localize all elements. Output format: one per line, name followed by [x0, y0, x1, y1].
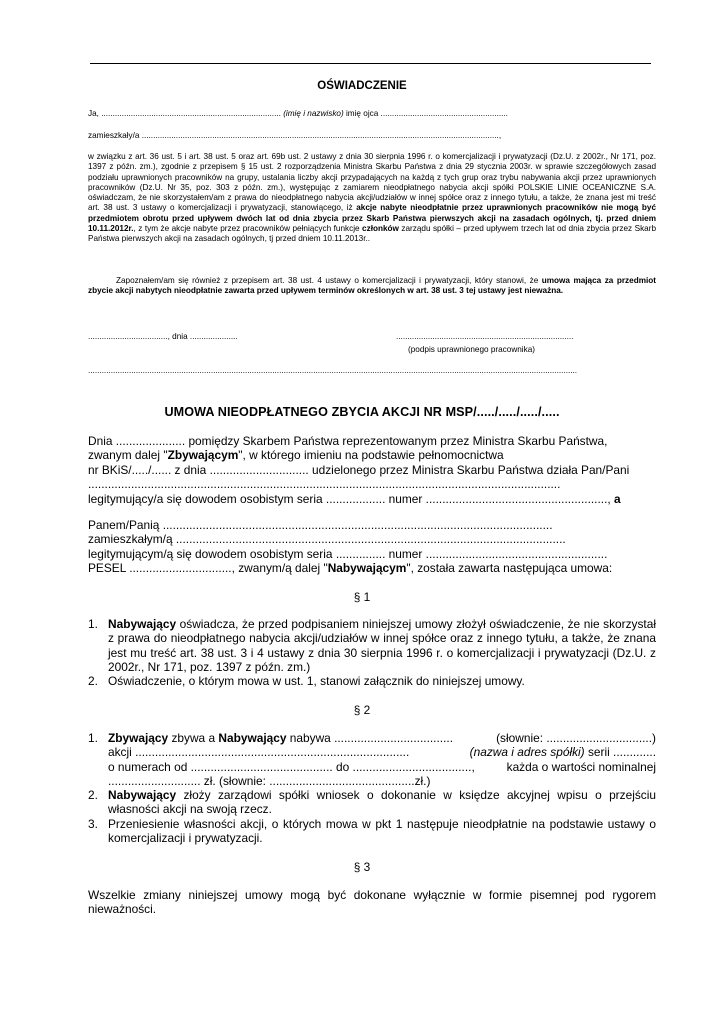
- text-run: , z tym że akcje nabyte przez pracowników pełniących funkcje: [133, 224, 363, 234]
- section-1-heading: § 1: [353, 590, 371, 604]
- declaration-paragraph-1: [88, 152, 656, 245]
- contract-title: UMOWA NIEODPŁATNEGO ZBYCIA AKCJI NR MSP/...../...../...../.....: [164, 405, 560, 419]
- section-2-item-2: [88, 788, 656, 818]
- intro-line-5: legitymujący/a się dowodem osobistym seria .................. numer ......................................................., a: [88, 491, 621, 506]
- item-text: oświadcza, że przed podpisaniem niniejszej umowy złożył oświadczenie, że nie skorzystał z prawa do nieodpłatnego nabycia akcji/udziałów w innej spółce oraz z innego tytułu, a także, że znana jest mu treść art. 38 ust. 3 i 4 ustawy z dnia 30 sierpnia 1996 r. o komercjalizacji i prywatyzacji (Dz.U. z 2002r., Nr 171, poz. 1397 z późn. zm.): [108, 617, 656, 675]
- intro-line-2: [88, 448, 656, 462]
- declaration-address-line: zamieszkały/a .............................................................................................................................................................,: [88, 131, 502, 140]
- section-1-item-2: [88, 674, 656, 689]
- buyer-id-line: legitymującym/ą się dowodem osobistym seria ............... numer .......................................................: [88, 546, 608, 561]
- name-caption: (imię i nazwisko): [283, 109, 344, 118]
- section-2-heading: § 2: [353, 703, 371, 717]
- item-number: 3.: [88, 817, 98, 831]
- declaration-title: OŚWIADCZENIE: [317, 80, 407, 92]
- bold-text-run: umowa mająca za przedmiot zbycie akcji nabytych nieodpłatnie zawarta przed upływem terminów określonych w art. 38 ust. 3 tej ustawy jest nieważna.: [88, 276, 656, 296]
- declaration-paragraph-2: [88, 276, 656, 297]
- item-number: 1.: [88, 617, 98, 631]
- separator-line: .......................................................................................................................................................................................................................: [88, 366, 578, 375]
- item-number: 1.: [88, 731, 98, 745]
- intro-line-3: [88, 463, 656, 477]
- section-3-text: Wszelkie zmiany niniejszej umowy mogą być dokonane wyłącznie w formie pisemnej pod rygorem nieważności.: [88, 888, 656, 917]
- declaration-name-line: [88, 109, 508, 119]
- bold-text-run: członków: [362, 224, 399, 234]
- section-2-item-1: [88, 731, 656, 789]
- bold-text-run: akcje nabyte nieodpłatnie przez uprawnionych pracowników nie mogą być przedmiotem obrotu przed upływem dwóch lat od dnia zbycia przez Skarb Państwa pierwszych akcji na zasadach ogólnych, tj. przed dniem 10.11.2012r.: [88, 203, 656, 234]
- section-2-item-3: [88, 817, 656, 847]
- and-term: a: [610, 491, 621, 506]
- item-body: Zbywający zbywa a Nabywający nabywa .................................... (słownie: ................................) akcji ................................................................................... (nazwa i adres spółki) serii ............. o numerach od ........................................... do ...................................., każda o wartości nominalnej ............................ zł. (słownie: ............................................zł.): [108, 731, 656, 789]
- text-run: Zapoznałem/am się również z przepisem art. 38 ust. 4 ustawy o komercjalizacji i prywatyzacji, który stanowi, że: [116, 276, 542, 285]
- seller-term: Zbywającym: [167, 448, 239, 463]
- intro-line-4: ...............................................................................................................................................: [88, 477, 561, 492]
- intro-line-1: [88, 434, 656, 448]
- top-rule: [90, 63, 651, 64]
- buyer-details: [88, 518, 656, 576]
- buyer-pesel-line: PESEL ..............................., zwanym/ą dalej "Nabywającym", została zawarta następująca umowa:: [88, 561, 613, 576]
- section-3-heading: § 3: [353, 860, 371, 874]
- item-text: Oświadczenie, o którym mowa w ust. 1, stanowi załącznik do niniejszej umowy.: [108, 674, 525, 688]
- item-number: 2.: [88, 788, 98, 802]
- buyer-term: Nabywający: [108, 617, 177, 631]
- item-text: złoży zarządowi spółki wniosek o dokonanie w księdze akcyjnej wpisu o przejściu własności akcji na swoją rzecz.: [108, 788, 656, 817]
- contract-intro: [88, 434, 656, 506]
- intro-text-2: zwanym dalej "Zbywającym", w którego imieniu na podstawie pełnomocnictwa: [88, 448, 504, 463]
- father-name-blank: imię ojca ........................................................: [343, 109, 508, 118]
- item-text: Przeniesienie własności akcji, o których mowa w pkt 1 następuje nieodpłatnie na podstawie ustawy o komercjalizacji i prywatyzacji.: [108, 817, 656, 846]
- text-run: w związku z art. 36 ust. 5 i art. 38 ust. 5 oraz art. 69b ust. 2 ustawy z dnia 30 sierpnia 1996 r. o komercjalizacji i prywatyzacji (Dz.U. z 2002r., Nr 171, poz. 1397 z późn. zm.), zgodnie z przepisem § 15 ust. 2 rozporządzenia Ministra Skarbu Państwa z dnia 29 stycznia 2003r. w sprawie szczegółowych zasad podziału uprawnionych pracowników na grupy, ustalania liczby akcji przypadających na każdą z tych grup oraz trybu nabywania akcji przez uprawnionych pracowników (Dz.U. Nr 35, poz. 303 z późn. zm.), występując z zamiarem nieodpłatnego nabycia akcji spółki POLSKIE LINIE OCEANICZNE S.A. oświadczam, że nie skorzystałem/am z prawa do nieodpłatnego nabycia akcji/udziałów w innej spółce oraz z innego tytułu, a także, że znana jest mi treść art. 38 ust. 3 ustawy o komercjalizacji i prywatyzacji, stanowiącego, iż: [88, 152, 656, 213]
- intro-text-3: nr BKiS/...../...... z dnia .............................. udzielonego przez Ministra Skarbu Państwa działa Pan/Pani: [88, 462, 630, 477]
- buyer-term: Nabywający: [108, 788, 177, 802]
- buyer-term: Nabywającym: [327, 561, 407, 576]
- text-run: zarządu spółki – przed upływem trzech lat od dnia zbycia przez Skarb Państwa pierwszych akcji na zasadach ogólnych, tj przed dniem 10.11.2013r..: [88, 224, 656, 244]
- signature-line: ..............................................................................: [396, 332, 574, 341]
- buyer-address-line: zamieszkałym/ą ......................................................................................................................: [88, 532, 566, 547]
- signature-caption: (podpis uprawnionego pracownika): [408, 345, 535, 354]
- name-blank: Ja, ...............................................................................: [88, 109, 281, 118]
- buyer-name-line: Panem/Panią ......................................................................................................................: [88, 518, 553, 532]
- section-1-item-1: [88, 617, 656, 673]
- intro-text-1: Dnia ..................... pomiędzy Skarbem Państwa reprezentowanym przez Ministra Skarbu Państwa,: [88, 434, 608, 448]
- item-number: 2.: [88, 674, 98, 688]
- place-date-blank: ..................................., dnia .....................: [88, 332, 238, 341]
